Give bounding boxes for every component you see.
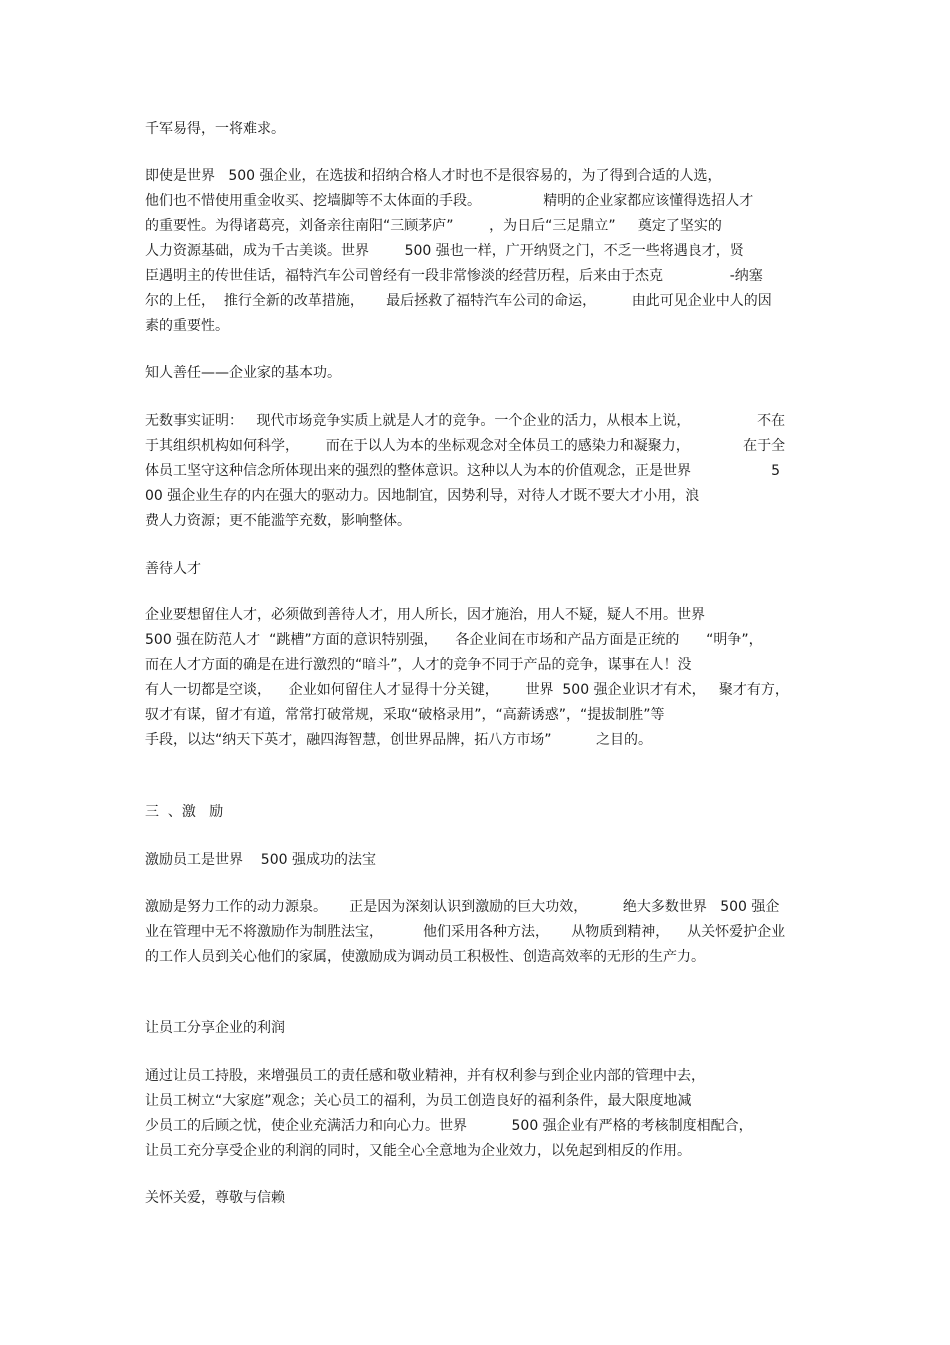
- paragraph-line: 少员工的后顾之忧，使企业充满活力和向心力。世界 500 强企业有严格的考核制度相配合，: [145, 1118, 753, 1134]
- paragraph-line: 他们也不惜使用重金收买、挖墙脚等不太体面的手段。 精明的企业家都应该懂得选招人才: [145, 193, 754, 209]
- paragraph-line: 体员工坚守这种信念所体现出来的强烈的整体意识。这种以人为本的价值观念，正是世界 5: [145, 463, 781, 479]
- paragraph-line: 即使是世界 500 强企业，在选拔和招纳合格人才时也不是很容易的，为了得到合适的人选，: [145, 168, 722, 184]
- section-heading: 关怀关爱，尊敬与信赖: [145, 1190, 285, 1206]
- paragraph-line: 臣遇明主的传世佳话，福特汽车公司曾经有一段非常惨淡的经营历程，后来由于杰克 -纳塞: [145, 268, 763, 284]
- section-heading: 知人善任——企业家的基本功。: [145, 365, 341, 381]
- paragraph-line: 尔的上任， 推行全新的改革措施， 最后拯救了福特汽车公司的命运， 由此可见企业中人的因: [145, 293, 772, 309]
- section-heading: 让员工分享企业的利润: [145, 1020, 285, 1036]
- paragraph-line: 于其组织机构如何科学， 而在于以人为本的坐标观念对全体员工的感染力和凝聚力， 在于全: [145, 438, 786, 454]
- paragraph-line: 500 强在防范人才 “跳槽”方面的意识特别强， 各企业间在市场和产品方面是正统的 “明争”，: [145, 632, 763, 648]
- paragraph-line: 的工作人员到关心他们的家属，使激励成为调动员工积极性、创造高效率的无形的生产力。: [145, 949, 705, 965]
- paragraph-line: 00 强企业生存的内在强大的驱动力。因地制宜，因势利导，对待人才既不要大才小用，浪: [145, 488, 700, 504]
- paragraph-line: 通过让员工持股，来增强员工的责任感和敬业精神，并有权利参与到企业内部的管理中去，: [145, 1068, 705, 1084]
- chapter-heading: 三 、激 励: [145, 804, 224, 820]
- paragraph-line: 企业要想留住人才，必须做到善待人才，用人所长，因才施治，用人不疑，疑人不用。世界: [145, 607, 705, 623]
- paragraph-line: 业在管理中无不将激励作为制胜法宝， 他们采用各种方法， 从物质到精神， 从关怀爱护企业: [145, 924, 786, 940]
- paragraph-line: 费人力资源；更不能滥竽充数，影响整体。: [145, 513, 411, 529]
- paragraph-line: 千军易得，一将难求。: [145, 121, 285, 137]
- section-heading: 激励员工是世界 500 强成功的法宝: [145, 852, 376, 868]
- paragraph-line: 素的重要性。: [145, 318, 229, 334]
- paragraph-line: 手段，以达“纳天下英才，融四海智慧，创世界品牌，拓八方市场” 之目的。: [145, 732, 653, 748]
- paragraph-line: 激励是努力工作的动力源泉。 正是因为深刻认识到激励的巨大功效， 绝大多数世界 500 强企: [145, 899, 780, 915]
- paragraph-line: 让员工充分享受企业的利润的同时，又能全心全意地为企业效力，以免起到相反的作用。: [145, 1143, 691, 1159]
- paragraph-line: 无数事实证明： 现代市场竞争实质上就是人才的竞争。一个企业的活力，从根本上说， 不在: [145, 413, 786, 429]
- paragraph-line: 驭才有谋，留才有道，常常打破常规，采取“破格录用”，“高薪诱惑”，“提拔制胜”等: [145, 707, 665, 723]
- section-heading: 善待人才: [145, 561, 201, 577]
- paragraph-line: 而在人才方面的确是在进行激烈的“暗斗”，人才的竞争不同于产品的竞争，谋事在人！没: [145, 657, 692, 673]
- paragraph-line: 有人一切都是空谈， 企业如何留住人才显得十分关键， 世界 500 强企业识才有术， 聚才有方，: [145, 682, 789, 698]
- paragraph-line: 人力资源基础，成为千古美谈。世界 500 强也一样，广开纳贤之门，不乏一些将遇良才，贤: [145, 243, 744, 259]
- paragraph-line: 让员工树立“大家庭”观念；关心员工的福利，为员工创造良好的福利条件，最大限度地减: [145, 1093, 692, 1109]
- paragraph-line: 的重要性。为得诸葛亮，刘备亲往南阳“三顾茅庐” ，为日后“三足鼎立” 奠定了坚实的: [145, 218, 722, 234]
